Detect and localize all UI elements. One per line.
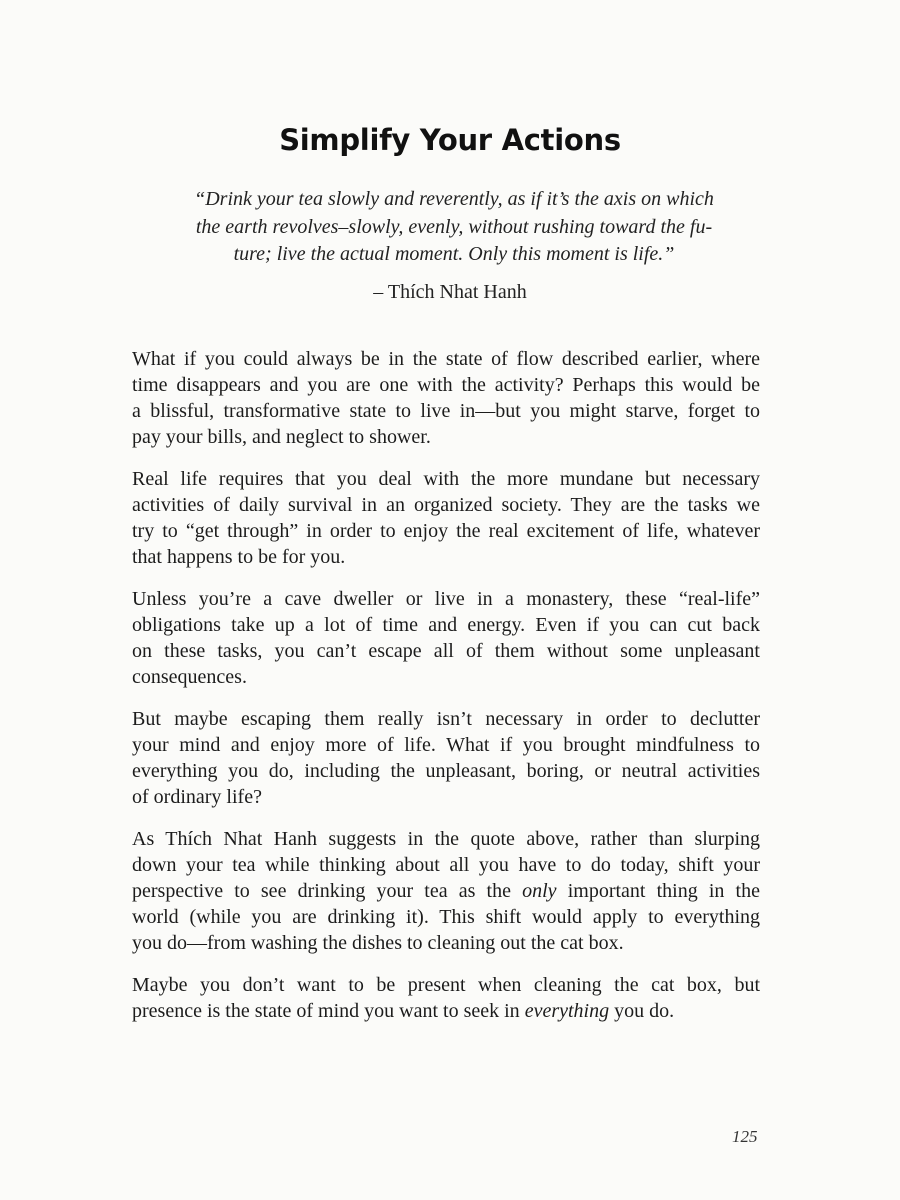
text-line [132, 998, 760, 1024]
text-run: you do. [609, 1000, 675, 1022]
text-line: a blissful, transformative state to live in—but you might starve, forget to [132, 400, 760, 422]
text-line: you do—from washing the dishes to cleaning out the cat box. [132, 932, 624, 954]
paragraph-2 [132, 466, 760, 570]
page-number: 125 [732, 1127, 758, 1146]
text-line: But maybe escaping them really isn’t necessary in order to declutter [132, 708, 760, 730]
paragraph-3 [132, 586, 760, 690]
text-line: down your tea while thinking about all you have to do today, shift your [132, 854, 760, 876]
epigraph-quote [178, 186, 730, 269]
text-line: everything you do, including the unpleasant, boring, or neutral activities [132, 760, 760, 782]
text-line: Unless you’re a cave dweller or live in a monastery, these “real-life” [132, 588, 760, 610]
text-line: try to “get through” in order to enjoy the real excitement of life, whatever [132, 520, 760, 542]
text-line: As Thích Nhat Hanh suggests in the quote above, rather than slurping [132, 828, 760, 850]
text-line [132, 878, 760, 904]
text-line: activities of daily survival in an organized society. They are the tasks we [132, 494, 760, 516]
text-run: perspective to see drinking your tea as the [132, 880, 523, 902]
quote-line: ture; live the actual moment. Only this moment is life.” [233, 243, 675, 265]
text-line: What if you could always be in the state of flow described earlier, where [132, 348, 760, 370]
paragraph-6 [132, 972, 760, 1024]
emphasis-text: everything [524, 1000, 610, 1022]
text-line: that happens to be for you. [132, 546, 346, 568]
text-line: on these tasks, you can’t escape all of them without some unpleasant [132, 640, 760, 662]
quote-line: the earth revolves–slowly, evenly, without rushing toward the fu- [195, 215, 713, 238]
paragraph-5 [132, 826, 760, 956]
text-line: obligations take up a lot of time and energy. Even if you can cut back [132, 614, 760, 636]
paragraph-1 [132, 346, 760, 450]
paragraph-4 [132, 706, 760, 810]
text-line: Maybe you don’t want to be present when cleaning the cat box, but [132, 974, 760, 996]
text-line: consequences. [132, 666, 247, 688]
page-title: Simplify Your Actions [279, 123, 621, 158]
text-line: Real life requires that you deal with the more mundane but necessary [132, 468, 760, 490]
quote-line: “Drink your tea slowly and reverently, as if it’s the axis on which [194, 188, 714, 210]
body-text [132, 346, 760, 1040]
text-line: your mind and enjoy more of life. What if you brought mindfulness to [132, 734, 760, 756]
emphasis-text: only [522, 880, 557, 902]
text-line: pay your bills, and neglect to shower. [132, 426, 431, 448]
text-run: important thing in the [556, 880, 760, 902]
text-run: presence is the state of mind you want to seek in [132, 1000, 525, 1022]
text-line: of ordinary life? [132, 786, 262, 808]
text-line: time disappears and you are one with the activity? Perhaps this would be [132, 374, 760, 396]
text-line: world (while you are drinking it). This shift would apply to everything [132, 906, 760, 928]
quote-attribution: – Thích Nhat Hanh [373, 281, 527, 303]
